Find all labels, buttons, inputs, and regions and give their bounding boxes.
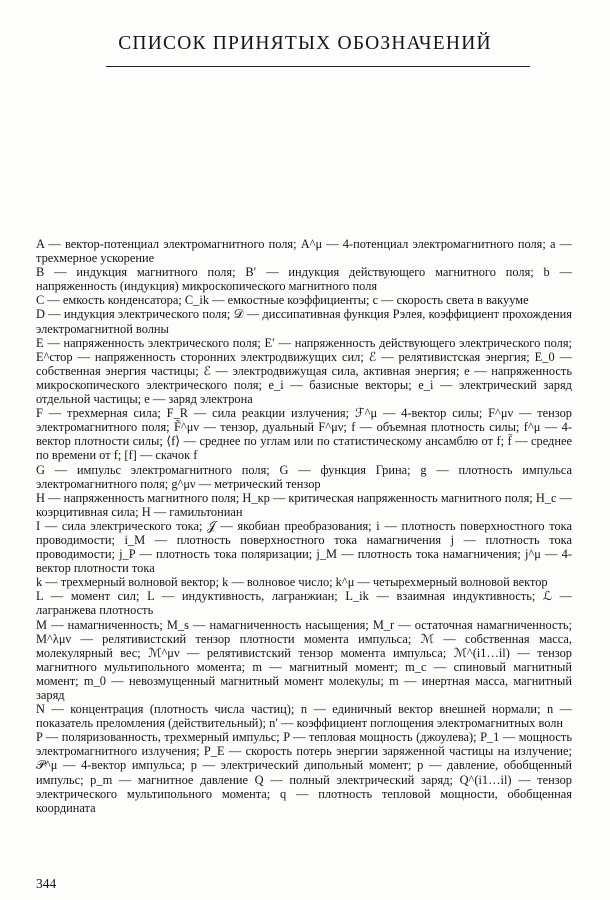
entry-a: A — вектор-потенциал электромагнитного поля; A^μ — 4-потенциал электромагнитного поля; a — трехмерное ускорение	[36, 237, 572, 266]
entry-c: C — емкость конденсатора; C_ik — емкостные коэффициенты; c — скорость света в вакууме	[36, 293, 529, 308]
page-number: 344	[36, 876, 57, 891]
entry-d: D — индукция электрического поля; 𝒟 — диссипативная функция Рэлея, коэффициент прохождения электромагнитной волны	[36, 307, 572, 336]
entry-f: F — трехмерная сила; F_R — сила реакции излучения; ℱ^μ — 4-вектор силы; F^μν — тензор электромагнитного поля; F̃^μν — тензор, дуальный F^μν; f — объемная плотность силы; f^μ — 4-вектор плотности силы; ⟨f⟩ — среднее по углам или по статистическому ансамблю от f; f̄ — среднее по времени от f; [f] — скачок f	[36, 406, 572, 463]
page-title: СПИСОК ПРИНЯТЫХ ОБОЗНАЧЕНИЙ	[118, 33, 492, 54]
entry-p-q: P — поляризованность, трехмерный импульс; P — тепловая мощность (джоулева); P_1 — мощность электромагнитного излучения; P_E — скорость потерь энергии заряженной частицы на излучение; 𝒫^μ — 4-вектор импульса; p — электрический дипольный момент; p — давление, обобщенный импульс; p_m — магнитное давление Q — полный электрический заряд; Q^(i1…il) — тензор электрического мультипольного момента; q — плотность тепловой мощности, обобщенная координата	[36, 730, 572, 815]
entry-k: k — трехмерный волновой вектор; k — волновое число; k^μ — четырехмерный волновой вектор	[36, 575, 548, 590]
entry-n: N — концентрация (плотность числа частиц); n — единичный вектор внешней нормали; n — показатель преломления (действительный); n′ — коэффициент поглощения электромагнитных волн	[36, 702, 572, 731]
entry-b: B — индукция магнитного поля; B′ — индукция действующего магнитного поля; b — напряженность (индукция) микроскопического магнитного поля	[36, 265, 572, 294]
entry-h: H — напряженность магнитного поля; H_кр — критическая напряженность магнитного поля; H_c — коэрцитивная сила; H — гамильтониан	[36, 490, 572, 519]
entry-g: G — импульс электромагнитного поля; G — функция Грина; g — плотность импульса электромагнитного поля; g^μν — метрический тензор	[36, 462, 572, 491]
entry-e: E — напряженность электрического поля; E′ — напряженность действующего электрического поля; E^стор — напряженность сторонних электродвижущих сил; ℰ — релятивистская энергия; E_0 — собственная энергия частицы; ℰ — электродвижущая сила, активная энергия; e — напряженность микроскопического электрического поля; e_i — базисные векторы; e_i — электрический заряд отдельной частицы; e — заряд электрона	[36, 335, 572, 407]
notation-list	[36, 237, 572, 815]
title-underline	[106, 66, 530, 67]
entry-i-j: I — сила электрического тока; 𝒥 — якобиан преобразования; i — плотность поверхностного тока проводимости; i_M — плотность поверхностного тока намагничения j — плотность тока проводимости; j_P — плотность тока поляризации; j_M — плотность тока намагничения; j^μ — 4-вектор плотности тока	[36, 518, 572, 576]
entry-l: L — момент сил; L — индуктивность, лагранжиан; L_ik — взаимная индуктивность; ℒ — лагранжева плотность	[36, 589, 572, 618]
entry-m: M — намагниченность; M_s — намагниченность насыщения; M_r — остаточная намагниченность; M^λμν — релятивистский тензор плотности момента импульса; ℳ — собственная масса, молекулярный вес; ℳ^μν — релятивистский тензор момента импульса; ℳ^(i1…il) — тензор магнитного мультипольного момента; m — магнитный момент; m_c — спиновый магнитный момент; m_0 — невозмущенный магнитный момент молекулы; m — инертная масса, магнитный заряд	[36, 617, 572, 702]
